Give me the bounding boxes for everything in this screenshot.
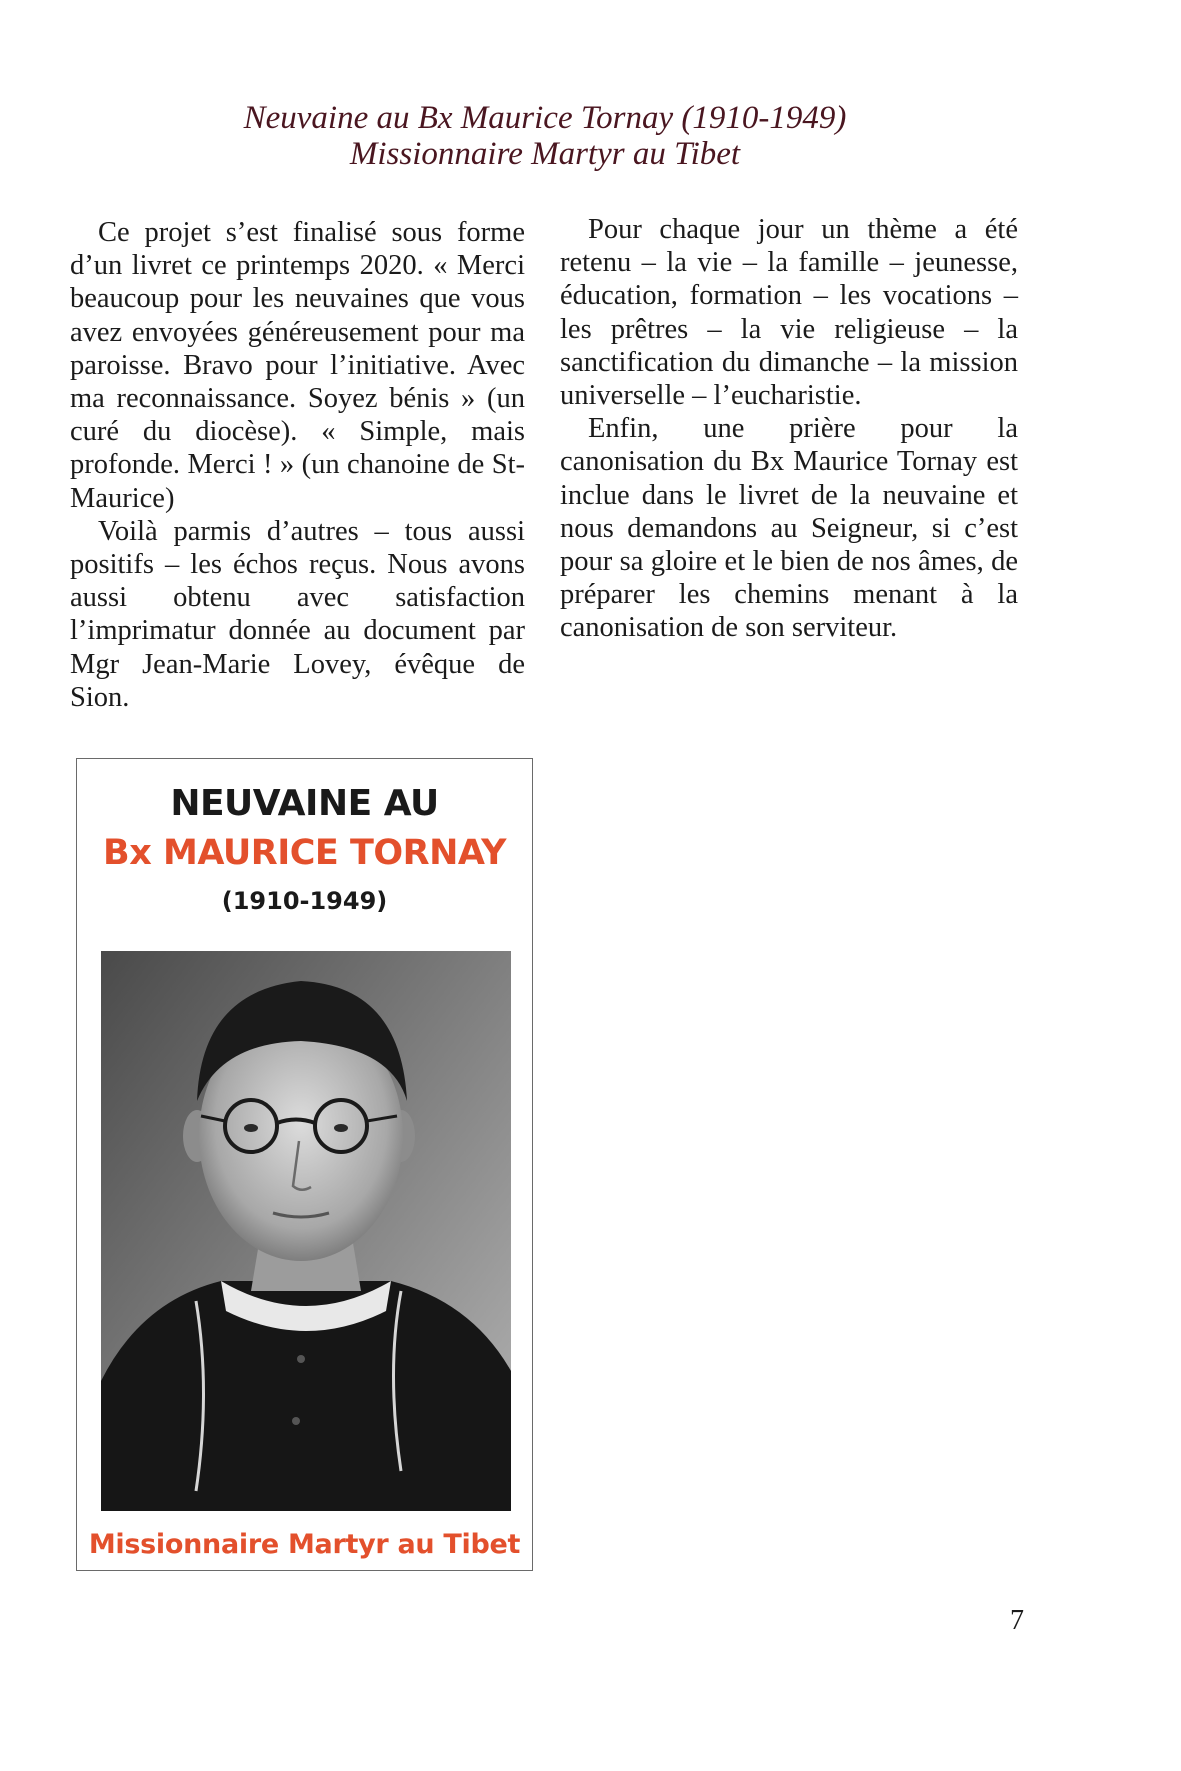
right-column	[560, 213, 1018, 645]
paragraph: Pour chaque jour un thème a été retenu – la vie – la famille – jeunesse, éducation, formation – les vocations – les prêtres – la vie religieuse – la sanctification du dimanche – la mission universelle – l’eucharistie.	[560, 214, 1018, 412]
header-title: Neuvaine au Bx Maurice Tornay (1910-1949)	[243, 100, 847, 136]
cover-footer: Missionnaire Martyr au Tibet	[88, 1529, 521, 1560]
portrait-photo	[101, 951, 511, 1511]
cover-title: NEUVAINE AU	[170, 783, 439, 824]
page-number: 7	[1010, 1605, 1024, 1636]
cover-name: Bx MAURICE TORNAY	[103, 833, 506, 873]
booklet-cover	[76, 758, 533, 1571]
cover-dates: (1910-1949)	[221, 887, 388, 915]
left-column	[70, 216, 525, 714]
paragraph: Enfin, une prière pour la canonisation du Bx Maurice Tornay est inclue dans le livret de la neuvaine et nous demandons au Seigneur, si c’est pour sa gloire et le bien de nos âmes, de préparer les chemins menant à la canonisation de son serviteur.	[560, 413, 1018, 644]
paragraph: Voilà parmis d’autres – tous aussi positifs – les échos reçus. Nous avons aussi obtenu avec satisfaction l’imprimatur donnée au document par Mgr Jean-Marie Lovey, évêque de Sion.	[70, 515, 525, 713]
header-subtitle: Missionnaire Martyr au Tibet	[349, 136, 741, 172]
paragraph: Ce projet s’est finalisé sous forme d’un livret ce printemps 2020. « Merci beaucoup pour les neuvaines que vous avez envoyées généreusement pour ma paroisse. Bravo pour l’initiative. Avec ma reconnaissance. Soyez bénis » (un curé du diocèse). « Simple, mais profonde. Merci ! » (un chanoine de St-Maurice)	[70, 217, 525, 514]
article-header	[0, 100, 1090, 172]
